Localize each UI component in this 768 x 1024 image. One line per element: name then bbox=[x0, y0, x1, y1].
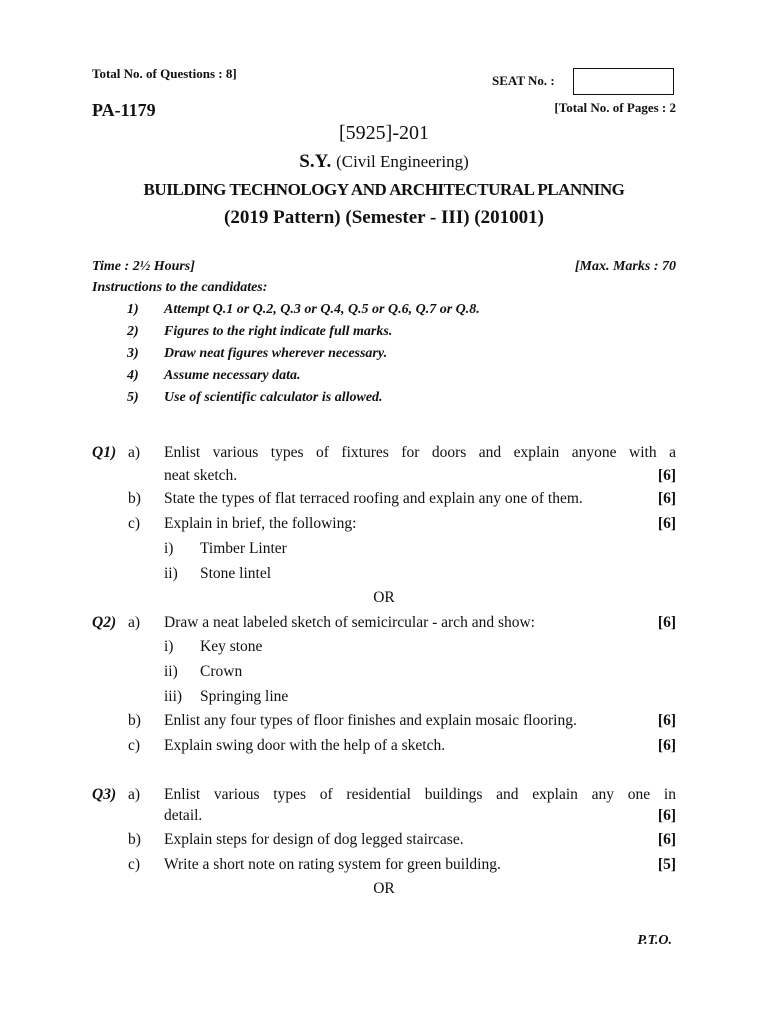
sub-item-number: ii) bbox=[164, 663, 178, 680]
q2-part-b-marks: [6] bbox=[657, 712, 676, 729]
q1-part-a-text-cont: neat sketch. bbox=[164, 467, 238, 484]
q2-part-a-marks: [6] bbox=[657, 614, 676, 631]
q2-part-c-marks: [6] bbox=[657, 737, 676, 754]
q1-part-c-text: Explain in brief, the following: bbox=[164, 515, 357, 532]
course-branch: (Civil Engineering) bbox=[336, 152, 469, 171]
instruction-text: Attempt Q.1 or Q.2, Q.3 or Q.4, Q.5 or Q.6, Q.7 or Q.8. bbox=[164, 302, 480, 317]
sub-item-text: Stone lintel bbox=[200, 565, 272, 582]
q3-part-b-label: b) bbox=[128, 831, 141, 848]
q3-part-a-label: a) bbox=[128, 786, 141, 803]
q3-part-b-text: Explain steps for design of dog legged staircase. bbox=[164, 831, 464, 848]
sub-item-number: i) bbox=[164, 540, 174, 557]
q2-part-c-text: Explain swing door with the help of a sketch. bbox=[164, 737, 446, 754]
q1-part-c-marks: [6] bbox=[657, 515, 676, 532]
or-separator: OR bbox=[373, 589, 395, 606]
q2-part-a-text: Draw a neat labeled sketch of semicircular - arch and show: bbox=[164, 614, 535, 631]
q1-part-a-text: Enlist various types of fixtures for doors and explain anyone with a bbox=[164, 444, 676, 461]
q2-part-c-label: c) bbox=[128, 737, 141, 754]
q3-part-c-label: c) bbox=[128, 856, 141, 873]
q1-part-a-marks: [6] bbox=[657, 467, 676, 484]
exam-time: Time : 2½ Hours] bbox=[92, 259, 195, 274]
instruction-number: 2) bbox=[127, 324, 139, 339]
instruction-number: 5) bbox=[127, 390, 139, 405]
total-pages: [Total No. of Pages : 2 bbox=[554, 100, 676, 115]
instruction-number: 3) bbox=[127, 346, 139, 361]
sub-item-number: i) bbox=[164, 638, 174, 655]
q2-part-b-text: Enlist any four types of floor finishes and explain mosaic flooring. bbox=[164, 712, 577, 729]
q3-part-a-text: Enlist various types of residential buildings and explain any one in bbox=[164, 786, 676, 803]
q3-part-c-marks: [5] bbox=[657, 856, 676, 873]
course-title bbox=[0, 151, 768, 173]
course-prefix: S.Y. bbox=[299, 151, 332, 172]
q1-part-c-label: c) bbox=[128, 515, 141, 532]
seat-number-label: SEAT No. : bbox=[492, 73, 555, 88]
total-questions: Total No. of Questions : 8] bbox=[92, 66, 237, 81]
instructions-heading: Instructions to the candidates: bbox=[92, 280, 268, 295]
sub-item-text: Key stone bbox=[200, 638, 263, 655]
paper-code: PA-1179 bbox=[92, 100, 156, 120]
sub-item-text: Springing line bbox=[200, 688, 289, 705]
question-number-q3: Q3) bbox=[92, 786, 117, 803]
q1-part-a-label: a) bbox=[128, 444, 141, 461]
q1-part-b-marks: [6] bbox=[657, 490, 676, 507]
question-number-q1: Q1) bbox=[92, 444, 117, 461]
q2-part-b-label: b) bbox=[128, 712, 141, 729]
pto-note: P.T.O. bbox=[637, 933, 672, 948]
q3-part-b-marks: [6] bbox=[657, 831, 676, 848]
q3-part-c-text: Write a short note on rating system for green building. bbox=[164, 856, 501, 873]
q1-part-b-label: b) bbox=[128, 490, 141, 507]
q3-part-a-text-cont: detail. bbox=[164, 807, 203, 824]
exam-code: [5925]-201 bbox=[339, 122, 429, 144]
sub-item-text: Crown bbox=[200, 663, 243, 680]
instruction-number: 1) bbox=[127, 302, 139, 317]
q1-part-b-text: State the types of flat terraced roofing and explain any one of them. bbox=[164, 490, 583, 507]
instruction-number: 4) bbox=[127, 368, 139, 383]
or-separator: OR bbox=[373, 880, 395, 897]
instruction-text: Figures to the right indicate full marks. bbox=[164, 324, 393, 339]
q2-part-a-label: a) bbox=[128, 614, 141, 631]
subject-title: BUILDING TECHNOLOGY AND ARCHITECTURAL PLANNING bbox=[143, 180, 625, 199]
max-marks: [Max. Marks : 70 bbox=[574, 259, 676, 274]
sub-item-text: Timber Linter bbox=[200, 540, 287, 557]
sub-item-number: iii) bbox=[164, 688, 183, 705]
instruction-text: Use of scientific calculator is allowed. bbox=[164, 390, 383, 405]
sub-item-number: ii) bbox=[164, 565, 178, 582]
instruction-text: Draw neat figures wherever necessary. bbox=[164, 346, 388, 361]
q3-part-a-marks: [6] bbox=[657, 807, 676, 824]
exam-pattern: (2019 Pattern) (Semester - III) (201001) bbox=[224, 207, 544, 228]
instruction-text: Assume necessary data. bbox=[164, 368, 301, 383]
question-number-q2: Q2) bbox=[92, 614, 117, 631]
seat-number-box[interactable] bbox=[573, 68, 674, 95]
